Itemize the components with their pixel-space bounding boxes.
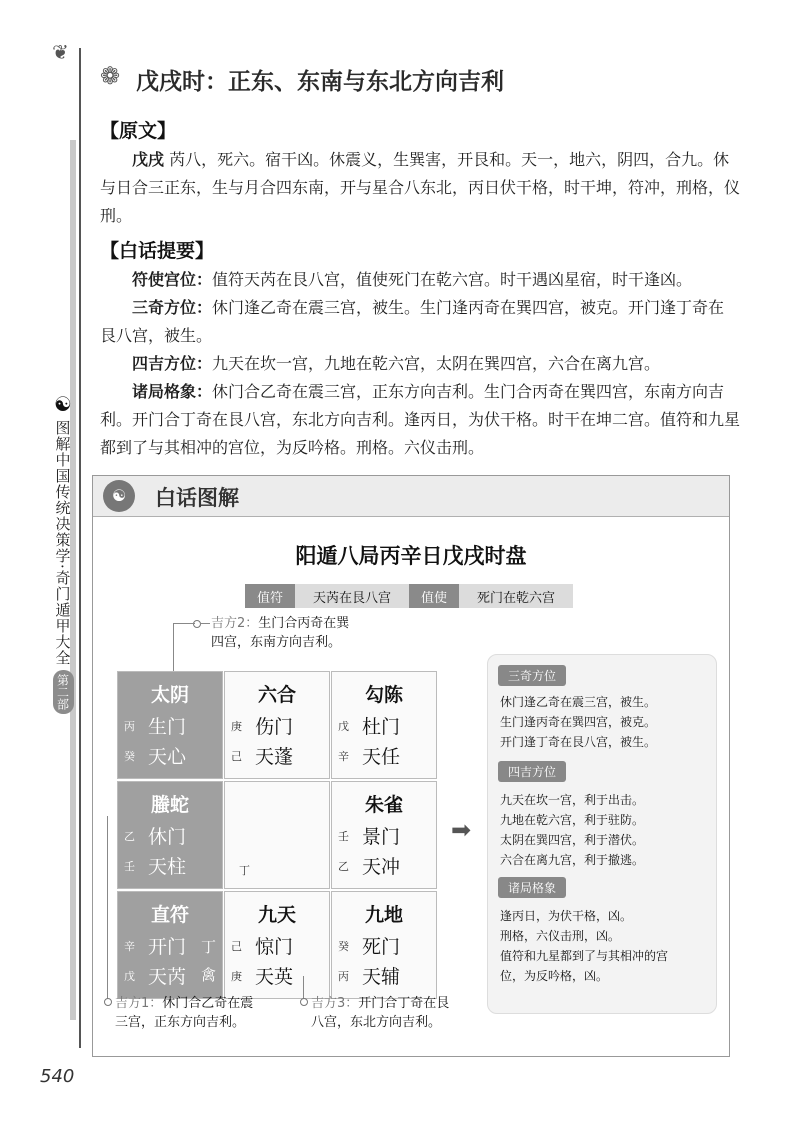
vernacular-item — [100, 294, 740, 350]
callout-line — [200, 623, 210, 624]
deity-name: 太阴 — [150, 684, 189, 706]
illustration-panel — [92, 475, 730, 1057]
palace-cell — [331, 781, 437, 889]
side-series-title — [50, 392, 76, 718]
callout-text: 生门合丙奇在巽 — [258, 616, 350, 631]
extra-stem: 丁 — [200, 938, 216, 956]
palace-cell — [117, 891, 223, 999]
stem-lower: 己 — [231, 750, 242, 763]
callout-label: 吉方1： — [115, 996, 163, 1011]
palace-cell — [224, 671, 330, 779]
info-line: 九地在乾六宫，利于驻防。 — [500, 813, 645, 827]
nine-palace-grid — [117, 671, 437, 1001]
deity-name: 螣蛇 — [150, 794, 189, 816]
deity-name: 直符 — [150, 904, 189, 926]
star-name: 天心 — [148, 746, 187, 768]
item-key: 四吉方位： — [132, 354, 213, 373]
door-name: 景门 — [362, 826, 401, 848]
star-name: 天柱 — [148, 856, 187, 878]
info-line: 太阴在巽四宫，利于潜伏。 — [500, 833, 645, 847]
deity-name: 九天 — [257, 904, 296, 926]
scroll-logo-icon: ☯ — [103, 480, 135, 512]
info-line: 生门逢丙奇在巽四宫，被克。 — [500, 715, 657, 729]
deity-name: 勾陈 — [364, 684, 403, 706]
item-key: 诸局格象： — [132, 382, 213, 401]
palace-cell — [117, 781, 223, 889]
info-line: 逢丙日，为伏干格，凶。 — [500, 909, 633, 923]
star-name: 天芮 — [148, 966, 187, 988]
deity-name: 六合 — [257, 684, 296, 706]
section-vernacular-label: 【白话提要】 — [100, 240, 215, 262]
stem-upper: 庚 — [231, 720, 242, 733]
deity-name: 九地 — [364, 904, 403, 926]
star-name: 天辅 — [362, 966, 401, 988]
callout-text: 休门合乙奇在震 — [162, 996, 254, 1011]
vernacular-text — [100, 266, 740, 462]
callout-dot — [300, 998, 308, 1006]
stem-lower: 壬 — [124, 860, 135, 873]
callout-label: 吉方3： — [311, 996, 359, 1011]
deity-name: 朱雀 — [364, 794, 403, 816]
stem-upper: 己 — [231, 940, 242, 953]
panel-header-title: 白话图解 — [155, 486, 239, 510]
palace-cell — [224, 891, 330, 999]
volume-badge: 第二部 — [53, 670, 74, 714]
star-name: 天蓬 — [255, 746, 294, 768]
original-body: 芮八，死六。宿干凶。休震义，生巽害，开艮和。天一，地六，阴四，合九。休与日合三正东，生与月合四东南，开与星合八东北，丙日伏干格，时干坤，符冲，刑格，仪刑。 — [100, 150, 741, 225]
door-name: 伤门 — [255, 716, 294, 738]
star-name: 天冲 — [362, 856, 401, 878]
arrow-right-icon: ➡ — [451, 816, 472, 844]
zhifu-label: 值符 — [245, 584, 295, 608]
info-line: 位，为反吟格，凶。 — [500, 969, 609, 983]
door-name: 休门 — [148, 826, 187, 848]
callout-label: 吉方2： — [211, 616, 259, 631]
zhishi-value: 死门在乾六宫 — [459, 584, 573, 608]
callout-dot — [193, 620, 201, 628]
info-line: 六合在离九宫，利于撤逃。 — [500, 853, 645, 867]
stem-upper: 戊 — [338, 720, 349, 733]
yin-yang-icon: ☯ — [54, 392, 72, 416]
panel-header — [93, 476, 729, 517]
callout-text: 四宫，东南方向吉利。 — [211, 635, 342, 650]
page-title: 戊戌时：正东、东南与东北方向吉利 — [136, 69, 504, 95]
palace-cell — [224, 781, 330, 889]
item-key: 符使宫位： — [132, 270, 213, 289]
vernacular-item — [100, 266, 740, 294]
chart-title: 阳遁八局丙辛日戊戌时盘 — [295, 544, 527, 568]
cloud-ornament-icon: ❦ — [52, 40, 69, 64]
original-lead: 戊戌 — [132, 150, 165, 169]
tag-geju: 诸局格象 — [498, 877, 566, 898]
summary-box — [487, 654, 717, 1014]
info-line: 值符和九星都到了与其相冲的宫 — [500, 949, 669, 963]
section-original-label: 【原文】 — [100, 120, 177, 142]
info-line: 开门逢丁奇在艮八宫，被生。 — [500, 735, 657, 749]
item-text: 休门逢乙奇在震三宫，被生。生门逢丙奇在巽四宫，被克。开门逢丁奇在艮八宫，被生。 — [100, 298, 725, 345]
stem-lower: 乙 — [338, 860, 349, 873]
palace-cell — [331, 891, 437, 999]
stem-lower: 丙 — [338, 970, 349, 983]
palace-cell — [117, 671, 223, 779]
callout-2 — [211, 614, 349, 652]
callout-text: 开门合丁奇在艮 — [358, 996, 450, 1011]
stem-lower: 庚 — [231, 970, 242, 983]
margin-rule — [79, 48, 81, 1048]
stem-upper: 丙 — [124, 720, 135, 733]
callout-dot — [104, 998, 112, 1006]
door-name: 惊门 — [255, 936, 294, 958]
door-name: 生门 — [148, 716, 187, 738]
callout-text: 三宫，正东方向吉利。 — [115, 1015, 246, 1030]
series-name: 图解中国传统决策学·奇门遁甲大全 — [53, 420, 72, 666]
zhifu-zhishi-row — [245, 584, 573, 608]
info-line: 刑格，六仪击刑，凶。 — [500, 929, 621, 943]
stem-upper: 乙 — [124, 830, 135, 843]
info-line: 九天在坎一宫，利于出击。 — [500, 793, 645, 807]
door-name: 开门 — [148, 936, 187, 958]
page-number: 540 — [40, 1066, 75, 1087]
vernacular-item — [100, 378, 740, 462]
item-text: 休门合乙奇在震三宫，正东方向吉利。生门合丙奇在巽四宫，东南方向吉利。开门合丁奇在艮八宫，东北方向吉利。逢丙日，为伏干格。时干在坤二宫。值符和九星都到了与其相冲的宫位，为反吟格。刑格。六仪击刑。 — [100, 382, 741, 457]
door-name: 杜门 — [362, 716, 401, 738]
door-name: 死门 — [362, 936, 401, 958]
star-name: 天英 — [255, 966, 294, 988]
callout-1 — [115, 994, 253, 1032]
callout-line — [173, 623, 174, 671]
info-line: 休门逢乙奇在震三宫，被生。 — [500, 695, 657, 709]
item-key: 三奇方位： — [132, 298, 213, 317]
vernacular-item — [100, 350, 740, 378]
extra-star: 禽 — [200, 966, 216, 984]
callout-line — [107, 816, 108, 1002]
tag-sanqi: 三奇方位 — [498, 665, 566, 686]
stem-upper: 辛 — [124, 940, 135, 953]
item-text: 九天在坎一宫，九地在乾六宫，太阴在巽四宫，六合在离九宫。 — [212, 354, 661, 373]
center-stem: 丁 — [239, 864, 250, 877]
stem-lower: 癸 — [124, 750, 135, 763]
callout-3 — [311, 994, 449, 1032]
cloud-heading-icon: ❁ — [100, 62, 121, 90]
zhishi-label: 值使 — [409, 584, 459, 608]
original-text — [100, 146, 740, 230]
callout-line — [173, 623, 195, 624]
palace-cell — [331, 671, 437, 779]
zhifu-value: 天芮在艮八宫 — [295, 584, 409, 608]
stem-lower: 辛 — [338, 750, 349, 763]
star-name: 天任 — [362, 746, 401, 768]
stem-upper: 癸 — [338, 940, 349, 953]
stem-upper: 壬 — [338, 830, 349, 843]
callout-text: 八宫，东北方向吉利。 — [311, 1015, 442, 1030]
item-text: 值符天芮在艮八宫，值使死门在乾六宫。时干遇凶星宿，时干逢凶。 — [212, 270, 693, 289]
tag-siji: 四吉方位 — [498, 761, 566, 782]
stem-lower: 戊 — [124, 970, 135, 983]
